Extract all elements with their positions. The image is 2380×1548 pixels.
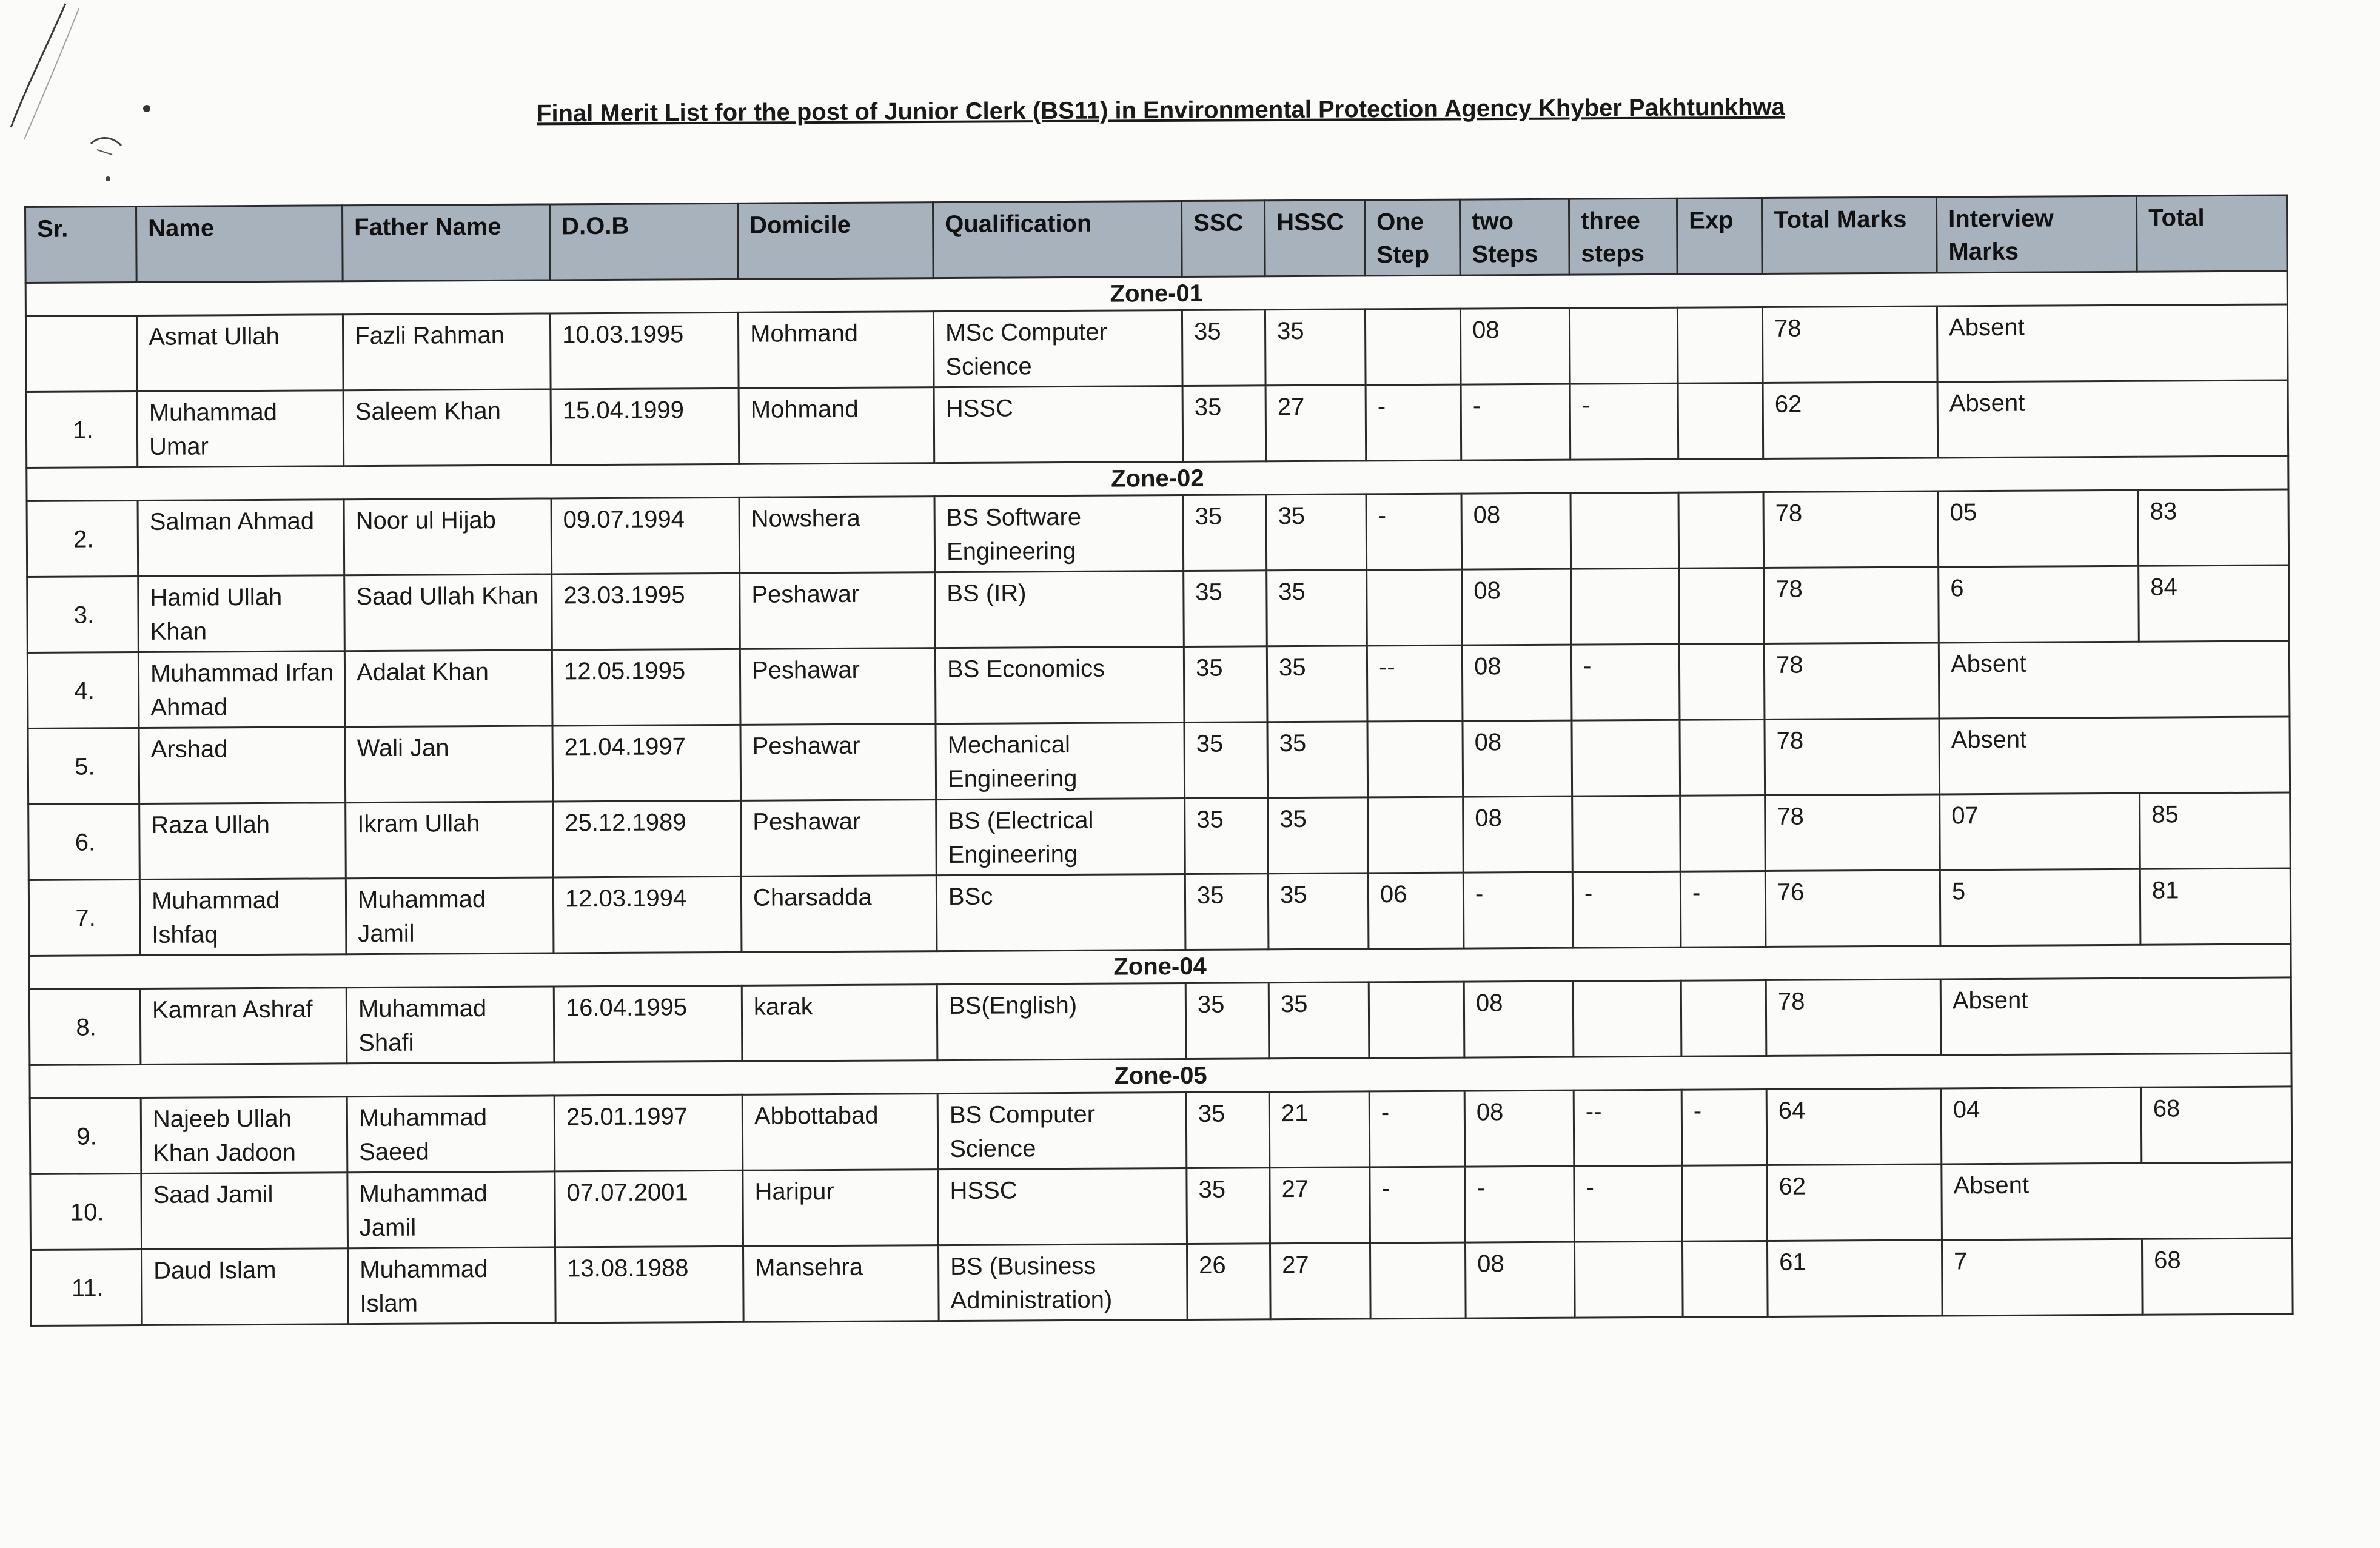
dob-cell: 12.03.1994 [553,876,742,953]
domicile-cell: Mansehra [743,1245,939,1322]
zone-label: Zone-04 [29,944,2291,990]
hssc-cell: 35 [1269,982,1369,1059]
hssc-cell: 35 [1267,570,1367,646]
two-steps-cell: 08 [1461,493,1571,569]
column-header: Exp [1677,198,1762,274]
table-row [27,565,2290,653]
hssc-cell: 21 [1269,1091,1370,1168]
interview-marks-cell: Absent [1939,717,2290,794]
father-name-cell: Saad Ullah Khan [344,574,552,651]
qualification-cell: BS(English) [937,983,1186,1060]
two-steps-cell: 08 [1460,308,1570,384]
total-cell: 84 [2139,565,2290,642]
column-header: Name [136,206,343,283]
dob-cell: 16.04.1995 [554,985,742,1062]
three-steps-cell [1573,980,1681,1057]
father-name-cell: Muhammad Jamil [346,877,554,954]
serial-cell: 10. [30,1174,142,1250]
exp-cell [1682,1241,1768,1317]
hssc-cell: 35 [1265,309,1366,386]
father-name-cell: Muhammad Jamil [347,1171,555,1248]
table-row [28,868,2291,956]
column-header: SSC [1181,201,1265,277]
name-cell: Muhammad Ishfaq [139,879,346,956]
one-step-cell [1367,569,1463,646]
column-header: D.O.B [549,203,738,280]
serial-cell: 5. [28,728,139,805]
one-step-cell [1369,982,1464,1058]
total-cell: 81 [2140,868,2291,945]
interview-marks-cell: Absent [1940,977,2291,1055]
dob-cell: 13.08.1988 [555,1246,744,1323]
column-header: Interview Marks [1936,196,2137,273]
ssc-cell: 35 [1182,310,1265,386]
interview-marks-cell: 04 [1941,1087,2142,1164]
zone-label: Zone-01 [25,271,2287,317]
qualification-cell: BS (Business Administration) [938,1244,1187,1321]
father-name-cell: Saleem Khan [343,389,551,466]
two-steps-cell: - [1461,384,1570,460]
two-steps-cell: 08 [1463,720,1572,797]
total-marks-cell: 78 [1765,719,1940,796]
hssc-cell: 27 [1270,1243,1370,1319]
total-marks-cell: 76 [1765,870,1940,947]
dob-cell: 23.03.1995 [552,573,740,650]
table-row [28,717,2290,805]
interview-marks-cell: Absent [1937,380,2288,458]
serial-cell [25,316,137,392]
father-name-cell: Muhammad Saeed [347,1096,555,1173]
hssc-cell: 35 [1268,873,1369,950]
ink-speck-mark [79,100,176,197]
total-marks-cell: 62 [1763,382,1938,459]
serial-cell: 8. [29,989,141,1065]
ssc-cell: 35 [1185,874,1269,950]
interview-marks-cell: Absent [1939,641,2290,719]
table-row [29,977,2291,1065]
qualification-cell: BS Economics [935,646,1184,723]
name-cell: Muhammad Umar [137,390,344,467]
exp-cell [1678,492,1764,568]
three-steps-cell [1570,492,1679,569]
domicile-cell: Nowshera [739,497,935,574]
serial-cell: 11. [31,1250,142,1326]
exp-cell: - [1681,1089,1767,1165]
total-marks-cell: 78 [1763,491,1939,568]
domicile-cell: karak [742,985,937,1062]
three-steps-cell: - [1571,644,1680,720]
column-header: Sr. [25,207,137,283]
ssc-cell: 35 [1185,798,1269,874]
dob-cell: 09.07.1994 [551,497,740,574]
exp-cell [1680,719,1765,796]
domicile-cell: Peshawar [740,724,936,801]
three-steps-cell: - [1574,1165,1683,1242]
ssc-cell: 35 [1185,983,1269,1059]
dob-cell: 21.04.1997 [552,725,741,802]
exp-cell [1679,643,1765,720]
serial-cell: 4. [27,652,139,729]
name-cell: Kamran Ashraf [140,988,347,1065]
ssc-cell: 35 [1184,571,1267,647]
qualification-cell: BS (Electrical Engineering [936,798,1185,875]
domicile-cell: Mohmand [738,312,934,389]
interview-marks-cell: 5 [1940,869,2140,946]
total-marks-cell: 64 [1766,1088,1942,1165]
dob-cell: 12.05.1995 [552,649,740,726]
ssc-cell: 35 [1183,495,1267,571]
total-marks-cell: 61 [1767,1240,1942,1317]
table-row [28,792,2291,880]
qualification-cell: BS Computer Science [937,1092,1187,1169]
name-cell: Muhammad Irfan Ahmad [138,651,345,728]
exp-cell [1678,383,1763,459]
zone-label: Zone-05 [30,1053,2291,1099]
name-cell: Hamid Ullah Khan [138,575,345,652]
table-row [31,1238,2293,1326]
table-row [30,1162,2293,1250]
dob-cell: 25.12.1989 [553,800,742,877]
document-title: Final Merit List for the post of Junior Clerk (BS11) in Environmental Protection Agency Khyber Pakhtunkhwa [536,93,1785,127]
name-cell: Saad Jamil [141,1173,348,1250]
father-name-cell: Muhammad Islam [348,1247,556,1324]
dob-cell: 25.01.1997 [554,1094,743,1171]
pen-stroke-mark [0,0,85,194]
three-steps-cell [1572,720,1680,796]
exp-cell [1681,980,1766,1056]
exp-cell [1677,307,1763,383]
column-header: Total [2136,195,2287,272]
ssc-cell: 35 [1186,1092,1270,1168]
qualification-cell: MSc Computer Science [933,310,1182,387]
zone-label: Zone-02 [27,456,2288,501]
total-marks-cell: 78 [1762,306,1937,383]
serial-cell: 3. [27,577,139,653]
table-header [25,195,2288,283]
interview-marks-cell: Absent [1937,304,2288,382]
domicile-cell: Peshawar [740,572,936,649]
total-marks-cell: 78 [1765,794,1940,871]
qualification-cell: HSSC [938,1168,1187,1245]
qualification-cell: BS (IR) [935,571,1184,648]
total-cell: 68 [2141,1087,2292,1163]
column-header: Domicile [737,203,933,280]
qualification-cell: Mechanical Engineering [936,722,1185,799]
two-steps-cell: 08 [1462,569,1572,645]
one-step-cell: 06 [1368,873,1464,949]
exp-cell [1682,1165,1768,1241]
domicile-cell: Peshawar [740,648,936,725]
serial-cell: 9. [30,1098,141,1174]
serial-cell: 7. [28,880,140,956]
table-row [27,489,2289,577]
column-header: two Steps [1460,199,1569,275]
father-name-cell: Noor ul Hijab [344,498,552,575]
domicile-cell: Peshawar [741,800,937,877]
one-step-cell: - [1366,494,1462,570]
hssc-cell: 27 [1270,1167,1370,1244]
hssc-cell: 35 [1267,646,1367,722]
interview-marks-cell: 07 [1940,793,2140,870]
one-step-cell: - [1369,1091,1465,1167]
total-marks-cell: 78 [1764,567,1939,644]
domicile-cell: Mohmand [739,387,934,464]
column-header: Father Name [343,204,551,281]
interview-marks-cell: 05 [1938,490,2139,567]
one-step-cell: -- [1367,645,1463,722]
total-cell: 68 [2142,1238,2293,1315]
hssc-cell: 27 [1265,385,1366,461]
exp-cell [1680,795,1766,871]
one-step-cell [1370,1242,1466,1319]
name-cell: Najeeb Ullah Khan Jadoon [141,1097,347,1174]
qualification-cell: BSc [936,874,1185,951]
serial-cell: 2. [27,501,138,577]
hssc-cell: 35 [1266,494,1367,571]
dob-cell: 07.07.2001 [555,1170,743,1247]
domicile-cell: Charsadda [741,876,937,953]
three-steps-cell: -- [1574,1090,1682,1166]
column-header: Qualification [933,201,1182,278]
domicile-cell: Haripur [743,1170,939,1247]
qualification-cell: BS Software Engineering [934,495,1184,572]
father-name-cell: Muhammad Shafi [346,987,554,1064]
ssc-cell: 35 [1187,1168,1270,1244]
two-steps-cell: - [1463,872,1573,948]
one-step-cell: - [1370,1167,1466,1243]
total-cell: 85 [2140,792,2291,869]
father-name-cell: Wali Jan [345,726,553,803]
hssc-cell: 35 [1267,722,1368,798]
two-steps-cell: - [1465,1166,1575,1242]
three-steps-cell [1569,307,1678,384]
total-marks-cell: 78 [1766,979,1941,1056]
three-steps-cell [1574,1241,1683,1318]
ssc-cell: 35 [1184,722,1268,799]
two-steps-cell: 08 [1465,1242,1575,1318]
total-cell: 83 [2138,489,2289,566]
father-name-cell: Adalat Khan [344,650,552,727]
table-row [26,380,2288,468]
exp-cell [1679,568,1765,644]
interview-marks-cell: 6 [1939,566,2139,643]
serial-cell: 6. [28,804,140,880]
three-steps-cell [1571,568,1680,645]
father-name-cell: Ikram Ullah [346,802,554,879]
interview-marks-cell: 7 [1942,1239,2142,1316]
name-cell: Arshad [139,727,346,804]
column-header: HSSC [1264,200,1365,276]
one-step-cell [1368,797,1464,873]
ssc-cell: 26 [1187,1244,1270,1320]
dob-cell: 10.03.1995 [550,312,739,389]
table-body [25,271,2293,1326]
two-steps-cell: 08 [1462,645,1572,721]
table-row [27,641,2290,729]
one-step-cell [1367,721,1463,797]
name-cell: Salman Ahmad [138,500,344,577]
two-steps-cell: 08 [1464,1090,1574,1167]
ssc-cell: 35 [1182,386,1266,462]
domicile-cell: Abbottabad [742,1094,938,1171]
one-step-cell [1365,309,1461,385]
father-name-cell: Fazli Rahman [343,313,551,390]
name-cell: Daud Islam [142,1248,349,1325]
three-steps-cell: - [1572,871,1681,948]
one-step-cell: - [1366,384,1461,461]
name-cell: Raza Ullah [139,803,346,880]
two-steps-cell: 08 [1464,981,1574,1057]
two-steps-cell: 08 [1463,796,1573,873]
column-header: three steps [1569,198,1677,275]
interview-marks-cell: Absent [1942,1162,2293,1240]
three-steps-cell: - [1570,383,1678,460]
exp-cell: - [1680,871,1766,947]
column-header: Total Marks [1762,197,1937,274]
name-cell: Asmat Ullah [136,315,343,392]
qualification-cell: HSSC [934,386,1183,463]
merit-list-table [24,194,2294,1327]
dob-cell: 15.04.1999 [551,388,739,465]
ssc-cell: 35 [1184,646,1267,723]
table-row [30,1087,2292,1174]
column-header: One Step [1364,199,1460,276]
header-row [25,195,2288,283]
hssc-cell: 35 [1268,797,1369,874]
serial-cell: 1. [26,392,138,468]
total-marks-cell: 62 [1767,1164,1942,1241]
table-row [25,304,2288,392]
three-steps-cell [1572,796,1681,872]
total-marks-cell: 78 [1764,643,1939,720]
